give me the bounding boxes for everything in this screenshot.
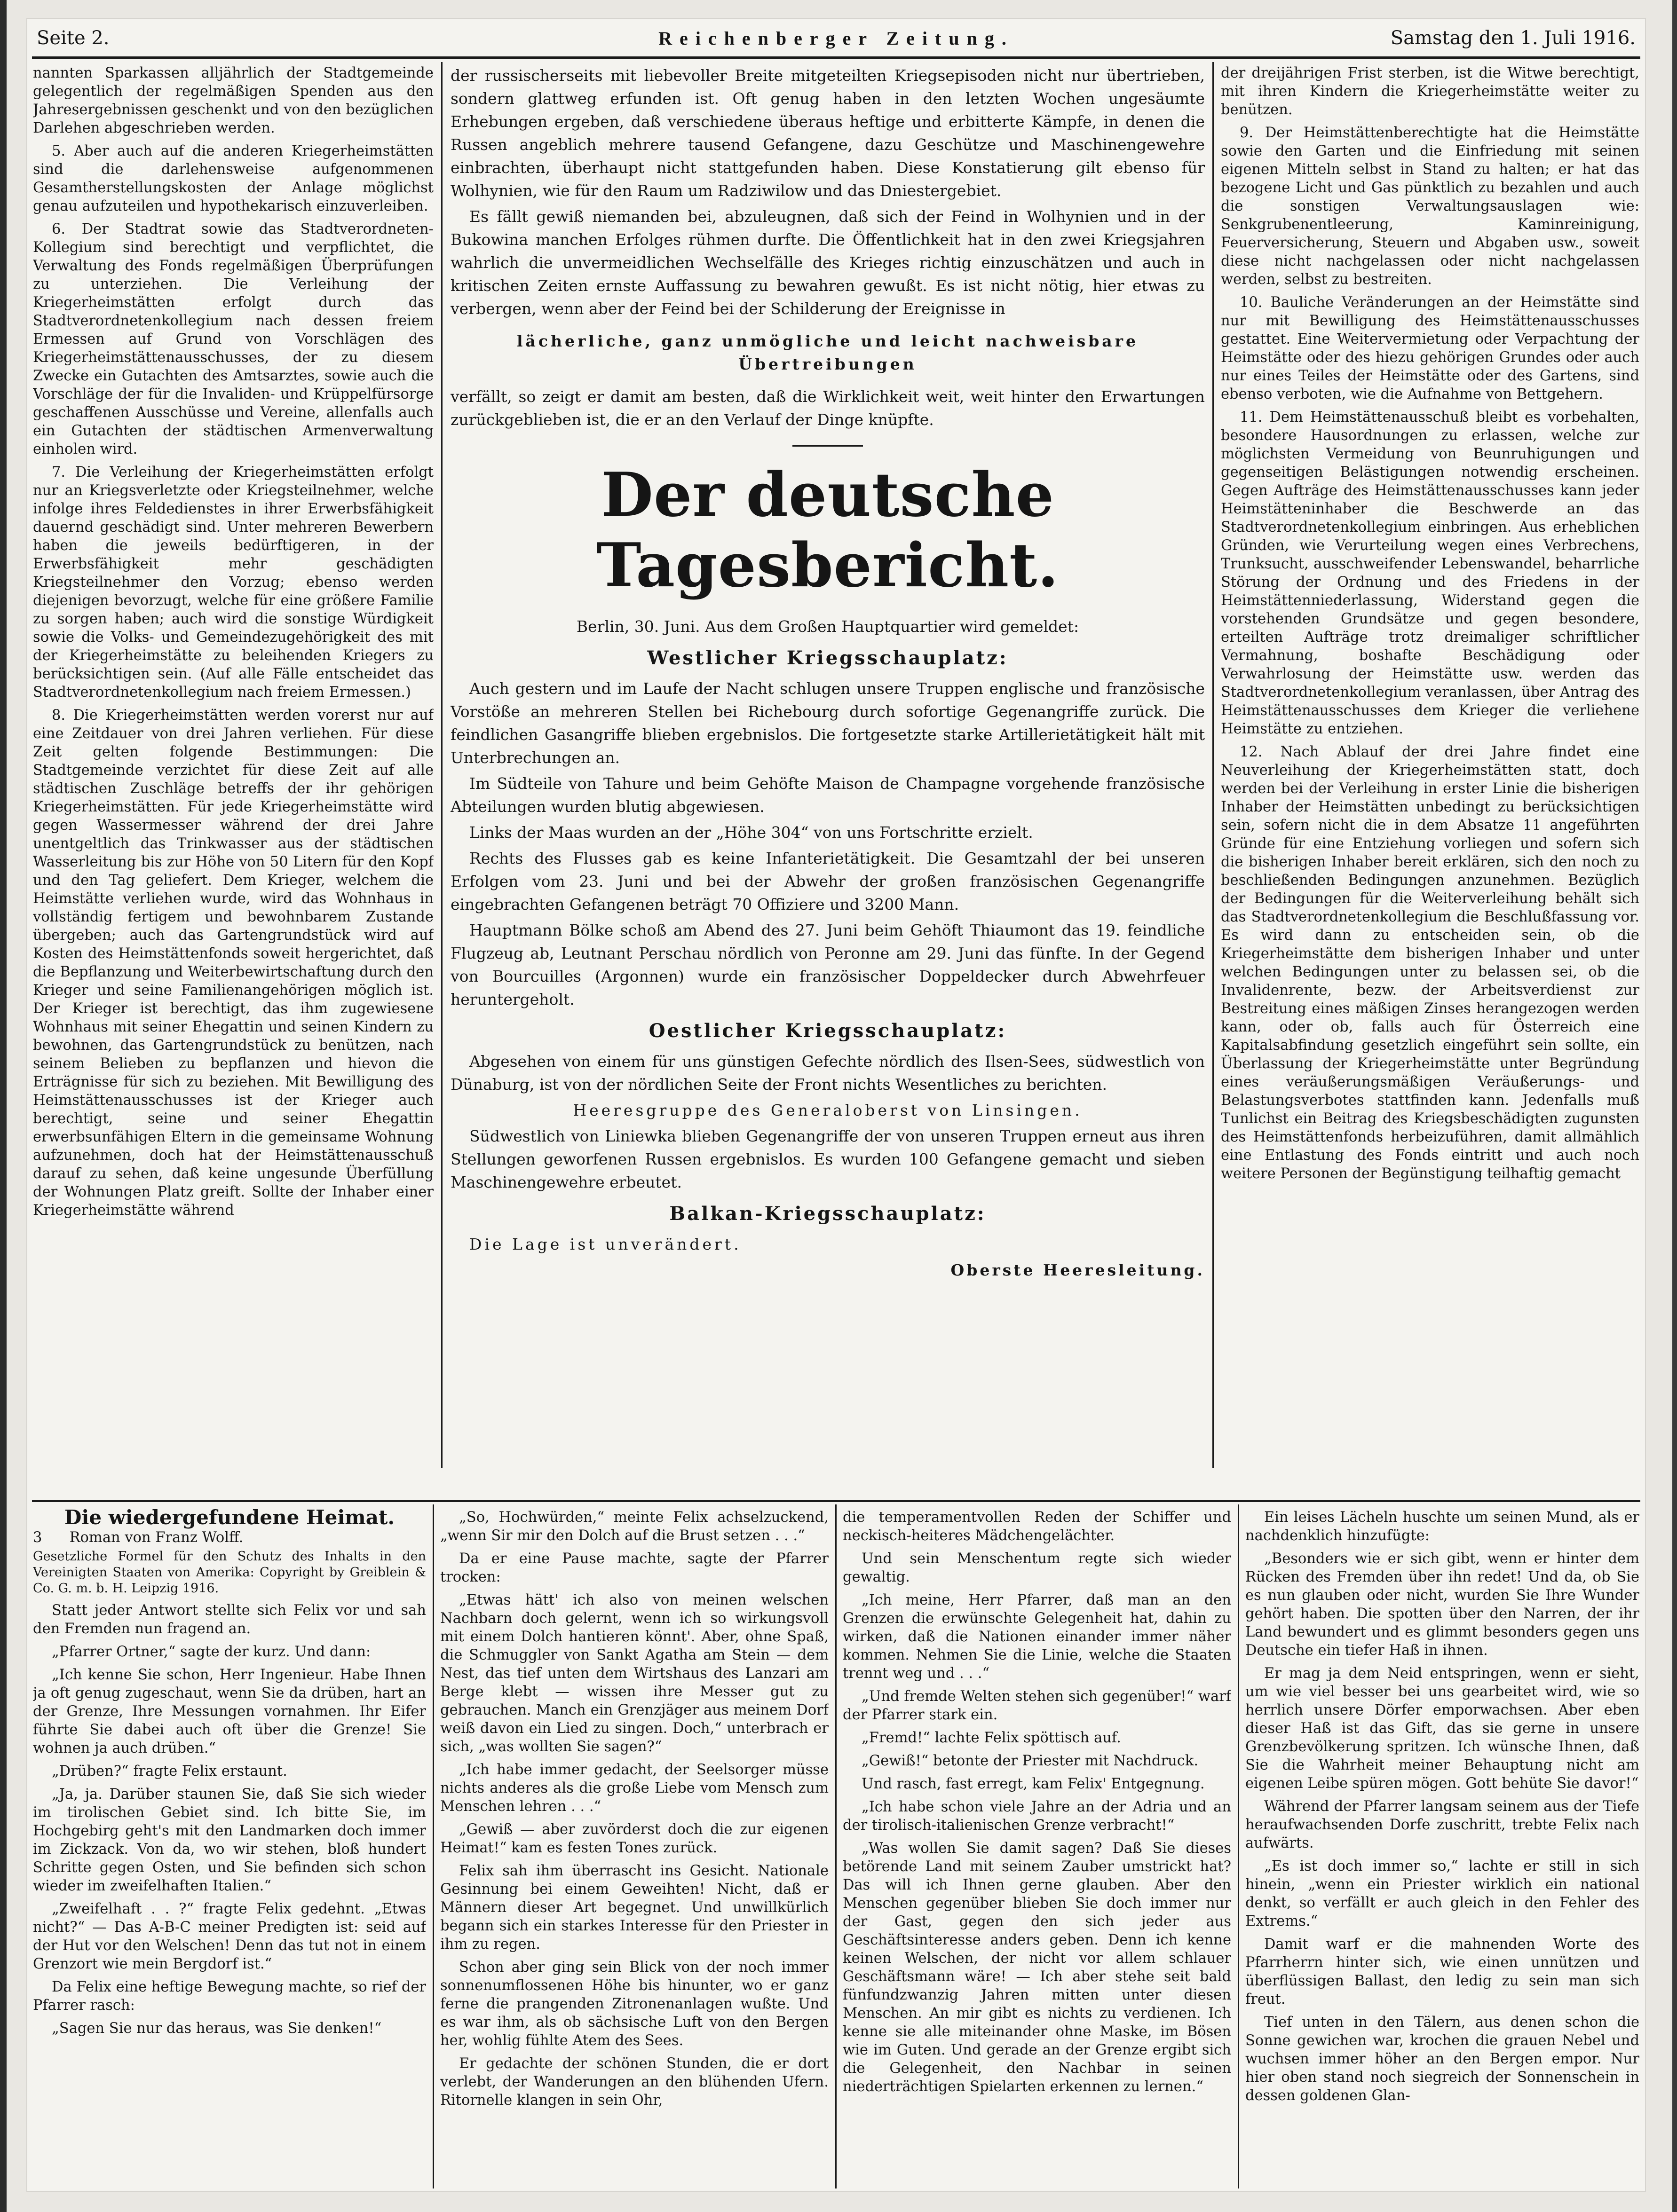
- serial-column-1: [33, 1508, 426, 2188]
- right-paragraph: 9. Der Heimstättenberechtigte hat die Heimstätte sowie den Garten und die Einfriedung mit seinen eigenen Mitteln selbst in Stand zu halten; er hat das bezogene Licht und Gas pünktlich zu bezahlen und auch die sonstigen Verwaltungsauslagen wie: Senkgrubenentleerung, Kaminreinigung, Feuerversicherung, Steuern und Abgaben usw., soweit diese nicht nachgelassen oder nicht nachgelassen werden, selbst zu bestreiten.: [1221, 125, 1639, 288]
- serial-paragraph: „Ich habe immer gedacht, der Seelsorger müsse nichts anderes als die große Liebe vom Mensch zum Menschen lehren . . .“: [440, 1762, 829, 1815]
- right-paragraph: der dreijährigen Frist sterben, ist die Witwe berechtigt, mit ihren Kindern die Kriegerheimstätte weiter zu benützen.: [1221, 65, 1639, 118]
- right-paragraph: 10. Bauliche Veränderungen an der Heimstätte sind nur mit Bewilligung des Heimstättenausschusses gestattet. Eine Weitervermietung oder Verpachtung der Heimstätte oder des hiezu gehörigen Grundes oder auch nur eines Teiles der Heimstätte oder des Gartens, sind ebenso verboten, wie die Aufnahme von Bettgehern.: [1221, 294, 1639, 402]
- west-paragraph: Hauptmann Bölke schoß am Abend des 27. Juni beim Gehöft Thiaumont das 19. feindliche Flugzeug ab, Leutnant Perschau nördlich von Peronne am 29. Juni das fünfte. In der Gegend von Bourcuilles (Argonnen) wurde ein französischer Doppeldecker durch Abwehrfeuer heruntergeholt.: [451, 921, 1205, 1008]
- serial-paragraph: „Es ist doch immer so,“ lachte er still in sich hinein, „wenn ein Priester wirklich ein national denkt, so verfällt er auch gleich in den Fehler des Extrems.“: [1245, 1858, 1639, 1929]
- serial-column-3: [843, 1508, 1231, 2188]
- serial-paragraph: Schon aber ging sein Blick von der noch immer sonnenumflossenen Höhe bis hinunter, wo er ganz ferne die prangenden Zitronenanlagen wußte. Und es war ihm, als ob sächsische Luft von den Bergen her, wohlig fühlte Atem des Sees.: [440, 1959, 829, 2049]
- serial-paragraph: Er gedachte der schönen Stunden, die er dort verlebt, der Wanderungen an den blühenden Ufern. Ritornelle klangen in sein Ohr,: [440, 2055, 829, 2109]
- center-emphasis: lächerliche, ganz unmögliche und leicht nachweisbare Übertreibungen: [516, 332, 1139, 373]
- left-paragraph: 5. Aber auch auf die anderen Kriegerheimstätten sind die darlehensweise aufgenommenen Gesamtherstellungskosten der Anlage möglichst genau aufzuteilen und hypothekarisch einzuverleiben.: [33, 143, 434, 214]
- serial-paragraph: Ein leises Lächeln huschte um seinen Mund, als er nachdenklich hinzufügte:: [1245, 1509, 1639, 1544]
- serial-paragraph: „Drüben?“ fragte Felix erstaunt.: [52, 1763, 287, 1779]
- section-divider: [792, 445, 863, 447]
- column-rule-1: [441, 62, 443, 1468]
- right-column: [1221, 64, 1639, 1467]
- serial-title: Die wiedergefundene Heimat.: [64, 1508, 395, 1529]
- serial-byline: Roman von Franz Wolff.: [69, 1529, 244, 1546]
- header-rule: [32, 56, 1640, 59]
- serial-paragraph: „So, Hochwürden,“ meinte Felix achselzuckend, „wenn Sir mir den Dolch auf die Brust setzen . . .“: [440, 1509, 829, 1544]
- bulletin-intro: Berlin, 30. Juni. Aus dem Großen Hauptquartier wird gemeldet:: [576, 617, 1079, 636]
- scan-edge-right: [1672, 0, 1677, 2212]
- serial-paragraph: Da er eine Pause machte, sagte der Pfarrer trocken:: [440, 1551, 829, 1585]
- newspaper-page: [27, 19, 1645, 2191]
- balkan-paragraph: Die Lage ist unverändert.: [469, 1235, 742, 1253]
- serial-paragraph: Und rasch, fast erregt, kam Felix' Entgegnung.: [862, 1776, 1205, 1792]
- masthead-title: Reichenberger Zeitung.: [658, 28, 1014, 49]
- left-paragraph: 8. Die Kriegerheimstätten werden vorerst nur auf eine Zeitdauer von drei Jahren verliehen. Für diese Zeit gelten folgende Bestimmungen: Die Stadtgemeinde verzichtet für diese Zeit auf alle städtischen Zuschläge betreffs der ihr gehörigen Kriegerheimstätten. Für jede Kriegerheimstätte wird gegen Wassermesser während der drei Jahre unentgeltlich das Trinkwasser aus der städtischen Wasserleitung bis zur Höhe von 50 Litern für den Kopf und den Tag geliefert. Dem Krieger, welchem die Heimstätte verliehen wurde, wird das Wohnhaus in vollständig fertigem und bewohnbarem Zustande übergeben; auch das Gartengrundstück wird auf Kosten des Heimstättenfonds soweit hergerichtet, daß die Bepflanzung und Weiterbewirtschaftung durch den Krieger und seine Familienangehörigen möglich ist. Der Krieger ist berechtigt, das ihm zugewiesene Wohnhaus mit seiner Ehegattin und seinen Kindern zu bewohnen, das Gartengrundstück zu benützen, nach seinem Belieben zu bepflanzen und hievon die Erträgnisse für sich zu beziehen. Mit Bewilligung des Heimstättenausschusses ist der Krieger auch berechtigt, seine und seiner Ehegattin erwerbsunfähigen Eltern in die gemeinsame Wohnung aufzunehmen, doch hat der Heimstättenausschuß darauf zu sehen, daß keine ungesunde Überfüllung der Wohnungen Platz greift. Sollte der Inhaber einer Kriegerheimstätte während: [33, 707, 434, 1219]
- serial-paragraph: „Besonders wie er sich gibt, wenn er hinter dem Rücken des Fremden über ihn redet! Und da, ob Sie es nun glauben oder nicht, wurden Sie Ihre Wunder gehört haben. Die spotten über den Narren, der ihr Land bewundert und es glimmt besonders gegen uns Deutsche ein tiefer Haß in ihnen.: [1245, 1551, 1639, 1659]
- column-rule-2: [1212, 62, 1214, 1468]
- serial-paragraph: Da Felix eine heftige Bewegung machte, so rief der Pfarrer rasch:: [33, 1979, 426, 2014]
- serial-column-4: [1245, 1508, 1639, 2188]
- serial-paragraph: die temperamentvollen Reden der Schiffer und neckisch-heiteres Mädchengelächter.: [843, 1509, 1231, 1544]
- center-paragraph: Es fällt gewiß niemanden bei, abzuleugnen, daß sich der Feind in Wolhynien und in der Bukowina manchen Erfolges rühmen durfte. Die Öffentlichkeit hat in den zwei Kriegsjahren wahrlich die unvermeidlichen Wechselfälle des Krieges richtig einzuschätzen und auch in kritischen Zeiten ernste Auffassung zu bewahren gewußt. Es ist nicht nötig, hier etwas zu verbergen, wenn aber der Feind bei der Schilderung der Ereignisse in: [451, 207, 1205, 318]
- left-paragraph: 6. Der Stadtrat sowie das Stadtverordneten-Kollegium sind berechtigt und verpflichtet, die Verwaltung des Fonds regelmäßigen Überprüfungen zu unterziehen. Die Verleihung der Kriegerheimstätten erfolgt durch das Stadtverordnetenkollegium nach dessen freiem Ermessen auf Grund von Vorschlägen des Kriegerheimstättenausschusses, der zu diesem Zwecke ein Gutachten des Amtsarztes, sowie auch die Vorschläge der für die Invaliden- und Krüppelfürsorge geschaffenen Ausschüsse und Vereine, allenfalls auch ein Gutachten der städtischen Armenverwaltung einholen wird.: [33, 221, 434, 457]
- center-paragraph: der russischerseits mit liebevoller Breite mitgeteilten Kriegsepisoden nicht nur übertrieben, sondern glattweg erfunden ist. Oft genug haben in den letzten Wochen ungesäumte Erhebungen ergeben, daß verschiedene überaus heftige und erbitterte Kämpfe, in denen die Russen angeblich mehrere tausend Gefangene, dazu Geschütze und Maschinengewehre einbrachten, überhaupt nicht stattgefunden haben. Diese Konstatierung gilt ebenso für Wolhynien, wie für den Raum um Radziwilow und das Dniestergebiet.: [451, 66, 1205, 200]
- serial-rule-2: [835, 1504, 837, 2188]
- serial-paragraph: „Und fremde Welten stehen sich gegenüber!“ warf der Pfarrer stark ein.: [843, 1688, 1231, 1723]
- bulletin-signature: Oberste Heeresleitung.: [950, 1261, 1205, 1279]
- serial-paragraph: „Gewiß!“ betonte der Priester mit Nachdruck.: [862, 1753, 1199, 1769]
- serial-paragraph: „Etwas hätt' ich also von meinen welschen Nachbarn doch gelernt, wenn ich so wirkungsvoll mit einem Dolch hantieren könnt'. Aber, ohne Spaß, die Schmuggler von Sankt Agatha am Stein — dem Nest, das tief unten dem Wirtshaus des Lanzari am Berge klebt — wissen ihre Messer gut zu gebrauchen. Manch ein Grenzjäger aus meinem Dorf weiß davon ein Lied zu singen. Doch,“ unterbrach er sich, „was wollten Sie sagen?“: [440, 1592, 829, 1755]
- east-paragraph: Südwestlich von Liniewka blieben Gegenangriffe der von unseren Truppen erneut aus ihren Stellungen geworfenen Russen ergebnislos. Es wurden 100 Gefangene gemacht und sieben Maschinengewehre erbeutet.: [451, 1127, 1205, 1191]
- bulletin-headline: Der deutsche Tagesbericht.: [596, 460, 1059, 601]
- center-column: [451, 64, 1205, 1467]
- scan-edge-left: [0, 0, 7, 2212]
- serial-paragraph: Während der Pfarrer langsam seinem aus der Tiefe heraufwachsenden Dorfe zuschritt, trebte Felix nach aufwärts.: [1245, 1798, 1639, 1851]
- serial-paragraph: Er mag ja dem Neid entspringen, wenn er sieht, um wie viel besser bei uns gearbeitet wird, wie so herrlich unsere Dörfer emporwachsen. Aber eben dieser Haß ist das Gift, das sie gerne in unsere Grenzbevölkerung spritzen. Ich wünsche Ihnen, daß Sie die Wahrheit meiner Behauptung nicht am eigenen Leibe spüren mögen. Gott behüte Sie davor!“: [1245, 1665, 1639, 1792]
- right-paragraph: 12. Nach Ablauf der drei Jahre findet eine Neuverleihung der Kriegerheimstätten statt, doch werden bei der Verleihung in erster Linie die bisherigen Inhaber der Heimstätten unbedingt zu berücksichtigen sein, sofern nicht die in dem Absatze 11 angeführten Gründe für eine Entziehung vorliegen und sofern sich die bisherigen Inhaber bereit erklären, sich den noch zu beschließenden Bedingungen anzunehmen. Bezüglich der Bedingungen für die Weiterverleihung behält sich das Stadtverordnetenkollegium die Beschlußfassung vor. Es wird dann zu entscheiden sein, ob die Kriegerheimstätte dem bisherigen Inhaber und unter welchen Bedingungen unter zu belassen sei, ob die Invalidenrente, bezw. der Arbeitsverdienst zur Bestreitung eines mäßigen Zinses herangezogen werden kann, oder ob, falls auch für Österreich eine Kapitalsabfindung gesetzlich eingeführt sein sollte, ein Überlassung der Kriegerheimstätte unter Begründung eines veräußerungsmäßigen Veräußerungs- und Belastungsverbotes stattfinden kann. Jedenfalls muß Tunlichst ein Beitrag des Kriegsbeschädigten zugunsten des Heimstättenfonds herbeizuführen, damit allmählich eine Entlastung des Fonds eintritt und auch noch weitere Personen der Begünstigung teilhaftig gemacht: [1221, 744, 1639, 1182]
- serial-paragraph: Felix sah ihm überrascht ins Gesicht. Nationale Gesinnung bei einem Geweihten! Nicht, daß er Männern dieser Art begegnet. Und unwillkürlich begann sich ein starkes Interesse für den Priester in ihm zu regen.: [440, 1863, 829, 1952]
- feuilleton-rule: [32, 1500, 1640, 1502]
- serial-rule-3: [1238, 1504, 1239, 2188]
- balkan-front-title: Balkan-Kriegsschauplatz:: [669, 1203, 986, 1225]
- serial-column-2: [440, 1508, 829, 2188]
- serial-paragraph: „Gewiß — aber zuvörderst doch die zur eigenen Heimat!“ kam es festen Tones zurück.: [440, 1821, 829, 1856]
- serial-rule-1: [433, 1504, 434, 2188]
- west-front-title: Westlicher Kriegsschauplatz:: [647, 647, 1008, 669]
- serial-paragraph: „Ich habe schon viele Jahre an der Adria und an der tirolisch-italienischen Grenze verbracht!“: [843, 1799, 1231, 1834]
- page-number: Seite 2.: [37, 27, 110, 49]
- west-paragraph: Rechts des Flusses gab es keine Infanterietätigkeit. Die Gesamtzahl der bei unseren Erfolgen vom 23. Juni und bei der Abwehr der großen französischen Gegenangriffe eingebrachten Gefangenen beträgt 70 Offiziere und 3200 Mann.: [451, 849, 1205, 913]
- left-paragraph: nannten Sparkassen alljährlich der Stadtgemeinde gelegentlich der regelmäßigen Spenden aus den Jahresergebnissen geschenkt und von den bezüglichen Darlehen abgeschrieben werden.: [33, 65, 434, 136]
- serial-paragraph: Und sein Menschentum regte sich wieder gewaltig.: [843, 1551, 1231, 1585]
- west-paragraph: Auch gestern und im Laufe der Nacht schlugen unsere Truppen englische und französische Vorstöße an mehreren Stellen bei Richebourg durch sofortige Gegenangriffe zurück. Die feindlichen Gasangriffe blieben ergebnislos. Die fortgesetzte starke Artillerietätigkeit hält mit Unterbrechungen an.: [451, 679, 1205, 767]
- east-paragraph: Abgesehen von einem für uns günstigen Gefechte nördlich des Ilsen-Sees, südwestlich von Dünaburg, ist von der nördlichen Seite der Front nichts Wesentliches zu berichten.: [451, 1052, 1205, 1094]
- serial-paragraph: Damit warf er die mahnenden Worte des Pfarrherrn hinter sich, wie einen unnützen und überflüssigen Ballast, den ledig zu sein man sich freut.: [1245, 1936, 1639, 2007]
- army-group-line: Heeresgruppe des Generaloberst von Linsingen.: [573, 1101, 1083, 1119]
- east-front-title: Oestlicher Kriegsschauplatz:: [649, 1020, 1007, 1042]
- serial-paragraph: „Ich meine, Herr Pfarrer, daß man an den Grenzen die erwünschte Gelegenheit hat, dahin zu wirken, daß die Nationen einander immer näher kommen. Nehmen Sie die Linie, welche die Staaten trennt weg und . . .“: [843, 1592, 1231, 1682]
- serial-paragraph: „Was wollen Sie damit sagen? Daß Sie dieses betörende Land mit seinem Zauber umstrickt hat? Das will ich Ihnen gerne glauben. Aber den Menschen gegenüber blieben Sie doch immer nur der Gast, gegen den sich jeder aus Geschäftsinteresse anders geben. Denn ich kenne keinen Welschen, der nicht vor allem schlauer Geschäftsmann wäre! — Ich aber stehe seit bald fünfundzwanzig Jahren mitten unter diesen Menschen. An mir gibt es nichts zu verdienen. Ich kenne sie alle miteinander ohne Maske, im Bösen wie im Guten. Und gerade an der Grenze ergibt sich die Gelegenheit, den Nachbar in seinen niederträchtigen Spielarten erkennen zu lernen.“: [843, 1840, 1231, 2095]
- left-paragraph: 7. Die Verleihung der Kriegerheimstätten erfolgt nur an Kriegsverletzte oder Kriegsteilnehmer, welche infolge ihres Feldedienstes in ihrer Erwerbsfähigkeit dauernd geschädigt sind. Unter mehreren Bewerbern haben die jeweils bedürftigeren, in der Erwerbsfähigkeit mehr geschädigten Kriegsteilnehmer den Vorzug; ebenso werden diejenigen bevorzugt, welche für eine größere Familie zu sorgen haben; auch wird die sonstige Würdigkeit sowie die Volks- und Gemeindezugehörigkeit des mit der Kriegerheimstätte zu beleihenden Kriegers zu berücksichtigen sein. (Auf alle Fälle entscheidet das Stadtverordnetenkollegium nach freiem Ermessen.): [33, 464, 434, 701]
- serial-paragraph: „Sagen Sie nur das heraus, was Sie denken!“: [52, 2020, 382, 2037]
- serial-paragraph: „Ja, ja. Darüber staunen Sie, daß Sie sich wieder im tirolischen Gebiet sind. Ich bitte Sie, im Hochgebirg geht's mit den Landmarken doch immer im Zickzack. Von da, wo wir stehen, bloß hundert Schritte gegen Osten, und Sie befinden sich schon wieder im zweifelhaften Italien.“: [33, 1786, 426, 1894]
- issue-date: Samstag den 1. Juli 1916.: [1390, 27, 1636, 49]
- serial-installment: 3: [33, 1529, 42, 1546]
- west-paragraph: Im Südteile von Tahure und beim Gehöfte Maison de Champagne vorgehende französische Abteilungen wurden blutig abgewiesen.: [451, 774, 1205, 816]
- serial-paragraph: „Fremd!“ lachte Felix spöttisch auf.: [862, 1730, 1121, 1746]
- serial-paragraph: Statt jeder Antwort stellte sich Felix vor und sah den Fremden nun fragend an.: [33, 1602, 426, 1637]
- serial-paragraph: Tief unten in den Tälern, aus denen schon die Sonne gewichen war, krochen die grauen Nebel und wuchsen immer höher an den Bergen empor. Nur hier oben stand noch siegreich der Sonnenschein in dessen goldenen Glan-: [1245, 2014, 1639, 2104]
- left-column: [33, 64, 434, 1467]
- serial-paragraph: „Zweifelhaft . . ?“ fragte Felix gedehnt. „Etwas nicht?“ — Das A-B-C meiner Predigten ist: seid auf der Hut vor den Welschen! Denn das tut not in einem Grenzort wie mein Bergdorf ist.“: [33, 1901, 426, 1972]
- serial-paragraph: „Ich kenne Sie schon, Herr Ingenieur. Habe Ihnen ja oft genug zugeschaut, wenn Sie da drüben, hart an der Grenze, Ihre Messungen vornahmen. Ihr Eifer führte Sie dabei auch oft über die Grenze! Sie wohnen ja auch drüben.“: [33, 1667, 426, 1756]
- west-paragraph: Links der Maas wurden an der „Höhe 304“ von uns Fortschritte erzielt.: [469, 823, 1033, 842]
- serial-copyright: Gesetzliche Formel für den Schutz des Inhalts in den Vereinigten Staaten von Amerika: Copyright by Greiblein & Co. G. m. b. H. Leipzig 1916.: [33, 1549, 426, 1596]
- center-paragraph: verfällt, so zeigt er damit am besten, daß die Wirklichkeit weit, weit hinter den Erwartungen zurückgeblieben ist, die er an den Verlauf der Dinge knüpfte.: [451, 387, 1205, 429]
- right-paragraph: 11. Dem Heimstättenausschuß bleibt es vorbehalten, besondere Hausordnungen zu erlassen, welche zur möglichsten Vermeidung von Beunruhigungen und gegenseitigen Belästigungen notwendig erscheinen. Gegen Aufträge des Heimstättenausschusses kann jeder Heimstätteninhaber die Beschwerde an das Stadtverordnetenkollegium einbringen. Aus erheblichen Gründen, wie Verurteilung wegen eines Verbrechens, Trunksucht, ausschweifender Lebenswandel, beharrliche Störung der Ordnung und des Friedens in der Heimstättenniederlassung, Widerstand gegen die vorstehenden Grundsätze und gegen besondere, erteilten Aufträge trotz dreimaliger schriftlicher Vermahnung, boshafte Beschädigung oder Verwahrlosung der Heimstätte usw. werden das Stadtverordnetenkollegium veranlassen, über Antrag des Heimstättenausschusses dem Krieger die verliehene Heimstätte zu entziehen.: [1221, 409, 1639, 737]
- serial-paragraph: „Pfarrer Ortner,“ sagte der kurz. Und dann:: [52, 1644, 371, 1660]
